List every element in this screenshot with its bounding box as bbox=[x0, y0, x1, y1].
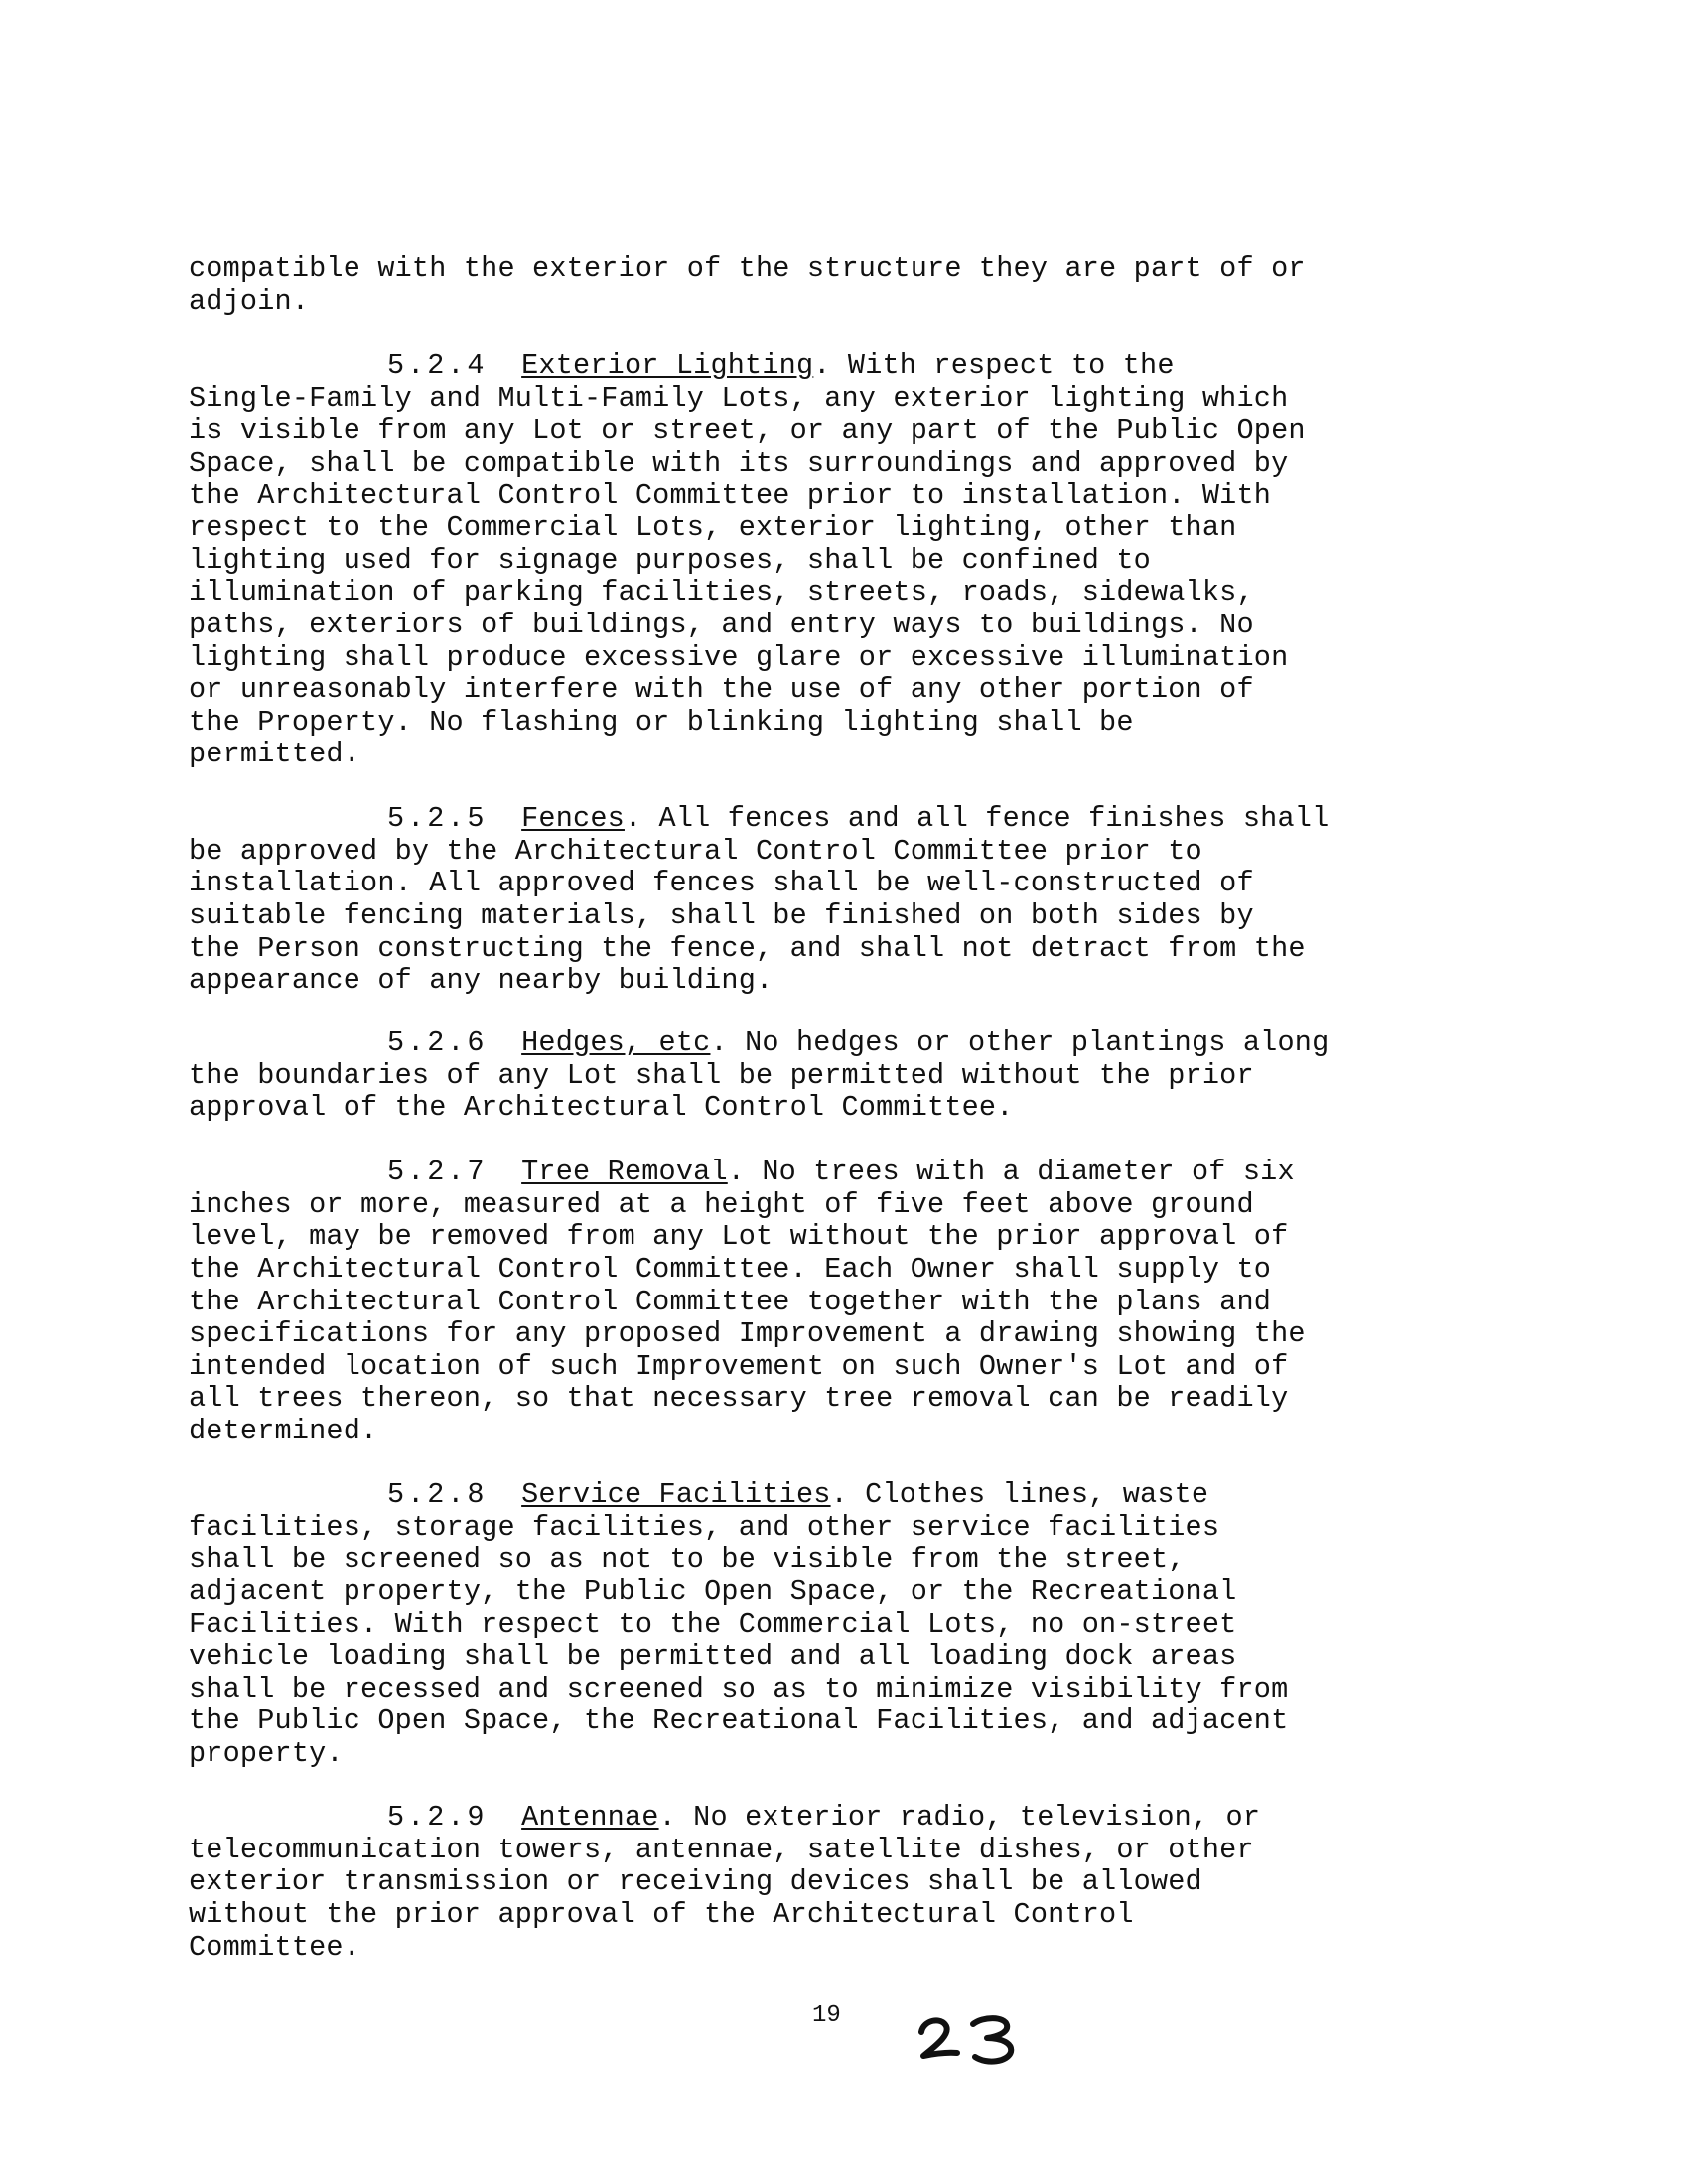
section-body: . No hedges or other plantings along the boundaries of any Lot shall be permitted without the prior approval of the Architectural Control Committee. bbox=[189, 1026, 1330, 1125]
section-body: . No exterior radio, television, or telecommunication towers, antennae, satellite dishes, or other exterior transmission or receiving devices shall be allowed without the prior approval of the Architectural Control Committee. bbox=[189, 1801, 1261, 1964]
section-heading: Tree Removal bbox=[521, 1156, 728, 1189]
section-number: 5.2.6 bbox=[387, 1026, 488, 1060]
section-heading: Service Facilities bbox=[521, 1478, 831, 1512]
page-number: 19 bbox=[812, 2002, 841, 2029]
section-number: 5.2.7 bbox=[387, 1156, 488, 1189]
handwritten-number bbox=[914, 2010, 1033, 2070]
section-heading: Antennae bbox=[521, 1801, 659, 1835]
section-5-2-9 bbox=[189, 1737, 1470, 2028]
section-number: 5.2.5 bbox=[387, 802, 488, 836]
section-heading: Hedges, etc bbox=[521, 1026, 711, 1060]
section-body: . All fences and all fence finishes shall be approved by the Architectural Control Committee prior to installation. All approved fences shall be well-constructed of suitable fencing materials, shall be finished on both sides by the Person constructing the fence, and shall not detract from the appearance of any nearby building. bbox=[189, 802, 1330, 998]
section-body: . Clothes lines, waste facilities, storage facilities, and other service facilities shall be screened so as not to be visible from the street, adjacent property, the Public Open Space, or the Recreational Facilities. With respect to the Commercial Lots, no on-street vehicle loading shall be permitted and all loading dock areas shall be recessed and screened so as to minimize visibility from the Public Open Space, the Recreational Facilities, and adjacent property. bbox=[189, 1478, 1289, 1770]
section-number: 5.2.4 bbox=[387, 349, 488, 383]
section-heading: Fences bbox=[521, 802, 625, 836]
carryover-text: compatible with the exterior of the structure they are part of or adjoin. bbox=[189, 252, 1306, 318]
section-number: 5.2.8 bbox=[387, 1478, 488, 1512]
section-number: 5.2.9 bbox=[387, 1801, 488, 1835]
section-heading: Exterior Lighting bbox=[521, 349, 814, 383]
section-body: . No trees with a diameter of six inches or more, measured at a height of five feet above ground level, may be removed from any Lot without the prior approval of the Architectural Control Committee. Each Owner shall supply to the Architectural Control Committee together with the plans and specifications for any proposed Improvement a drawing showing the intended location of such Improvement on such Owner's Lot and of all trees thereon, so that necessary tree removal can be readily determined. bbox=[189, 1156, 1306, 1447]
section-body: . With respect to the Single-Family and Multi-Family Lots, any exterior lighting which is visible from any Lot or street, or any part of the Public Open Space, shall be compatible with its surroundings and approved by the Architectural Control Committee prior to installation. With respect to the Commercial Lots, exterior lighting, other than lighting used for signage purposes, shall be confined to illumination of parking facilities, streets, roads, sidewalks, paths, exteriors of buildings, and entry ways to buildings. No lighting shall produce excessive glare or excessive illumination or unreasonably interfere with the use of any other portion of the Property. No flashing or blinking lighting shall be permitted. bbox=[189, 349, 1306, 771]
